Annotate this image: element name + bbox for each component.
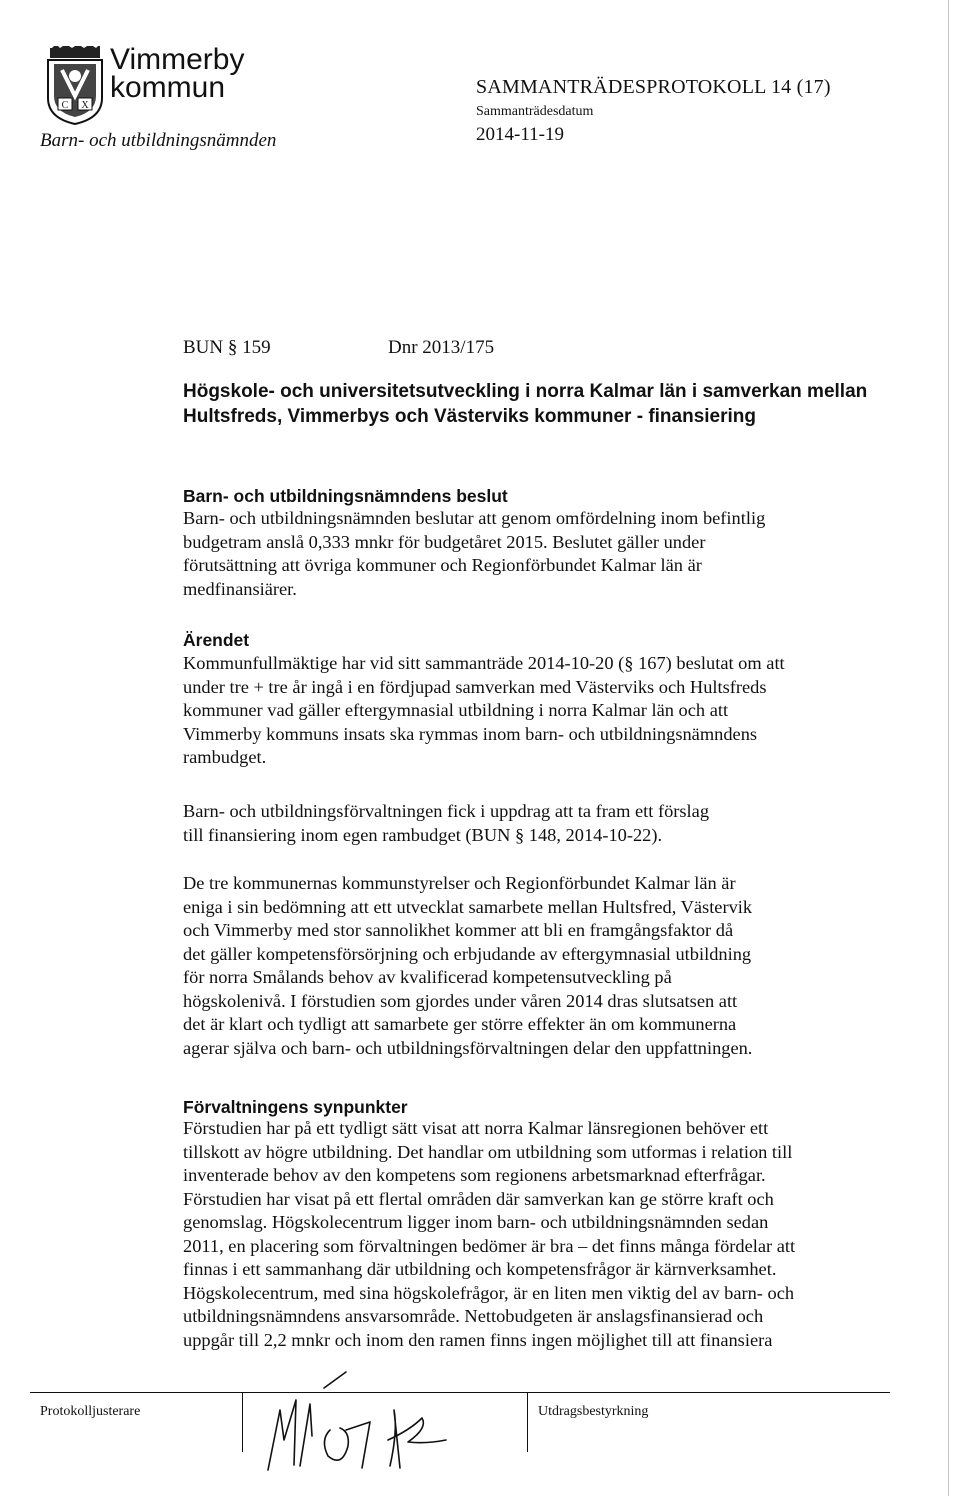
org-name-line2: kommun (110, 71, 226, 104)
extract-certification-label: Utdragsbestyrkning (538, 1404, 649, 1419)
text-line: Förstudien har på ett tydligt sätt visat att norra Kalmar länsregionen behöver ett (183, 1118, 769, 1138)
text-line: Vimmerby kommuns insats ska rymmas inom barn- och utbildningsnämndens (183, 723, 758, 744)
text-line: eniga i sin bedömning att ett utvecklat samarbete mellan Hultsfred, Västervik (183, 896, 753, 917)
text-line: förutsättning att övriga kommuner och Regionförbundet Kalmar län är (183, 555, 702, 575)
diary-number: Dnr 2013/175 (388, 337, 495, 358)
text-line: Barn- och utbildningsnämnden beslutar att genom omfördelning inom befintlig (183, 508, 766, 528)
text-line: medfinansiärer. (183, 578, 297, 599)
text-line: agerar själva och barn- och utbildningsförvaltningen delar den uppfattningen. (183, 1037, 753, 1058)
arendet-paragraph-2 (183, 800, 903, 847)
text-line: högskolenivå. I förstudien som gjordes under våren 2014 dras slutsatsen att (183, 990, 738, 1011)
footer-column-divider (527, 1392, 528, 1452)
document-title: SAMMANTRÄDESPROTOKOLL 14 (17) (476, 76, 831, 98)
arendet-paragraph-1 (183, 652, 903, 770)
municipality-coat-of-arms (44, 46, 106, 126)
text-line: 2011, en placering som förvaltningen bedömer är bra – det finns många fördelar att (183, 1235, 796, 1256)
text-line: genomslag. Högskolecentrum ligger inom barn- och utbildningsnämnden sedan (183, 1212, 769, 1232)
committee-name: Barn- och utbildningsnämnden (40, 130, 277, 151)
text-line: kommuner vad gäller eftergymnasial utbildning i norra Kalmar län och att (183, 700, 729, 720)
text-line: inventerade behov av den kompetens som regionens arbetsmarknad efterfrågar. (183, 1165, 766, 1185)
text-line: De tre kommunernas kommunstyrelser och Regionförbundet Kalmar län är (183, 873, 736, 893)
logo-letter-c: C (61, 100, 69, 111)
text-line: Kommunfullmäktige har vid sitt sammanträde 2014-10-20 (§ 167) beslutat om att (183, 653, 785, 673)
arendet-heading: Ärendet (183, 630, 250, 650)
forvaltning-text (183, 1117, 903, 1352)
meeting-date-label: Sammanträdesdatum (476, 104, 594, 119)
footer-column-divider (242, 1392, 243, 1452)
handwritten-signature (250, 1370, 470, 1480)
text-line: uppgår till 2,2 mnkr och inom den ramen finns ingen möjlighet till att finansiera (183, 1329, 773, 1350)
case-title: Högskole- och universitetsutveckling i norra Kalmar län i samverkan mellan Hultsfreds, Vimmerbys och Västerviks kommuner - finansiering (183, 381, 868, 427)
text-line: utbildningsnämndens ansvarsområde. Nettobudgeten är anslagsfinansierad och (183, 1306, 764, 1326)
text-line: budgetram anslå 0,333 mnkr för budgetåret 2015. Beslutet gäller under (183, 531, 706, 552)
text-line: rambudget. (183, 747, 267, 767)
text-line: för norra Smålands behov av kvalificerad kompetensutveckling på (183, 967, 672, 987)
decision-text (183, 507, 903, 601)
text-line: Barn- och utbildningsförvaltningen fick i uppdrag att ta fram ett förslag (183, 801, 710, 821)
org-name-line1: Vimmerby (110, 43, 245, 76)
text-line: under tre + tre år ingå i en fördjupad samverkan med Västerviks och Hultsfreds (183, 676, 767, 697)
text-line: Förstudien har visat på ett flertal områden där samverkan kan ge större kraft och (183, 1188, 774, 1209)
text-line: det gäller kompetensförsörjning och erbjudande av eftergymnasial utbildning (183, 943, 752, 964)
forvaltning-heading: Förvaltningens synpunkter (183, 1097, 408, 1117)
logo-letter-x: X (81, 100, 89, 111)
arendet-paragraph-3 (183, 872, 903, 1060)
text-line: och Vimmerby med stor sannolikhet kommer att bli en framgångsfaktor då (183, 920, 734, 940)
text-line: finnas i ett sammanhang där utbildning och kompetensfrågor är kärnverksamhet. (183, 1259, 777, 1279)
meeting-date: 2014-11-19 (476, 124, 564, 145)
scan-edge (948, 0, 949, 1496)
text-line: till finansiering inom egen rambudget (BUN § 148, 2014-10-22). (183, 824, 663, 845)
paragraph-number: BUN § 159 (183, 337, 271, 358)
protocol-adjuster-label: Protokolljusterare (40, 1404, 141, 1419)
text-line: tillskott av högre utbildning. Det handlar om utbildning som utformas i relation till (183, 1141, 793, 1162)
decision-heading: Barn- och utbildningsnämndens beslut (183, 486, 508, 506)
text-line: det är klart och tydligt att samarbete ger större effekter än om kommunerna (183, 1014, 737, 1034)
text-line: Högskolecentrum, med sina högskolefrågor, är en liten men viktig del av barn- och (183, 1282, 795, 1303)
